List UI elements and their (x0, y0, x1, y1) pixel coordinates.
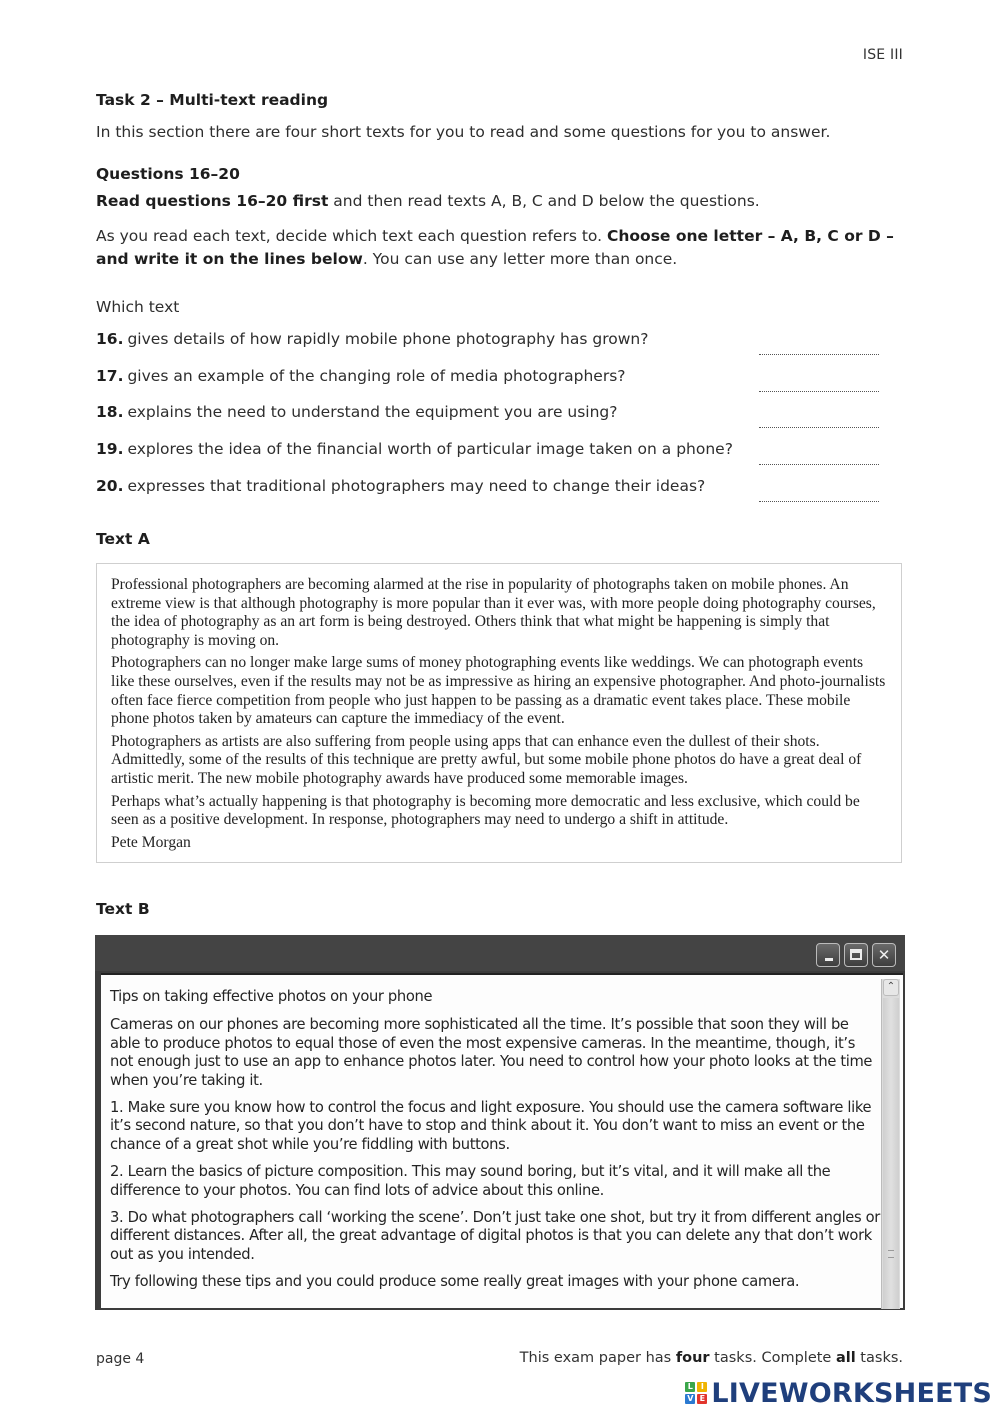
instruction-read-first (96, 192, 760, 210)
footer-note-four: four (675, 1350, 710, 1366)
question-16 (96, 330, 880, 354)
instruction-read-first-rest: and then read texts A, B, C and D below the questions. (328, 192, 760, 210)
logo-letter: I (697, 1382, 707, 1392)
text-b-tip-1: 1. Make sure you know how to control the focus and light exposure. You should use the camera software like it’s second nature, so that you don’t have to stop and think about it. You don’t want to miss an event or the chance of a great shot while you’re fiddling with buttons. (110, 1099, 872, 1153)
questions-heading: Questions 16–20 (96, 165, 240, 183)
text-b-window (95, 935, 905, 1310)
question-number: 16. (96, 330, 124, 348)
footer-note-mid: tasks. Complete (709, 1350, 836, 1366)
question-number: 17. (96, 367, 124, 385)
task-title: Task 2 – Multi-text reading (96, 91, 329, 109)
footer-note-start: This exam paper has (519, 1350, 676, 1366)
instruction-choose-start: As you read each text, decide which text each question refers to. (96, 227, 607, 245)
instruction-choose-letter (96, 225, 906, 271)
minimize-icon (825, 958, 833, 961)
text-b-title: Tips on taking effective photos on your phone (110, 988, 433, 1005)
instruction-read-first-bold: Read questions 16–20 first (96, 192, 329, 210)
logo-letter: V (687, 1394, 694, 1403)
logo-letter: L (685, 1382, 695, 1392)
answer-field-19[interactable] (759, 454, 879, 465)
task-intro: In this section there are four short texts for you to read and some questions for you to answer. (96, 123, 831, 141)
text-b-tip-2: 2. Learn the basics of picture composition. This may sound boring, but it’s vital, and it will make all the difference to your photos. You can find lots of advice about this online. (110, 1163, 831, 1199)
text-a-author: Pete Morgan (111, 833, 191, 851)
question-text: gives an example of the changing role of media photographers? (127, 367, 626, 385)
answer-field-17[interactable] (759, 381, 879, 392)
question-20 (96, 477, 880, 501)
logo-letter: E (697, 1394, 707, 1404)
footer-note (520, 1350, 903, 1366)
close-icon: ✕ (877, 946, 891, 964)
footer-note-all: all (835, 1350, 856, 1366)
maximize-button[interactable] (844, 943, 868, 967)
window-titlebar[interactable] (95, 935, 905, 971)
window-content-area (101, 973, 903, 1308)
text-b-closing: Try following these tips and you could produce some really great images with your phone camera. (110, 1273, 800, 1291)
text-a-paragraph: Professional photographers are becoming alarmed at the rise in popularity of photographs taken on mobile phones. An extreme view is that although photography is more popular than it ever was, with more people doing photography courses, the idea of photography as an art form is being destroyed. Others think that what might be happening is simply that photography is moving on. (111, 576, 876, 649)
live-logo-icon (685, 1382, 707, 1404)
exam-code: ISE III (862, 47, 903, 63)
question-number: 18. (96, 403, 124, 421)
text-a-paragraph: Photographers as artists are also suffering from people using apps that can enhance even the dullest of their shots. Admittedly, some of the results of this technique are pretty awful, but some mobile phone photos do have a great deal of artistic merit. The new mobile photography awards have produced some memorable images. (111, 732, 862, 787)
liveworksheets-brand[interactable] (685, 1376, 992, 1410)
vertical-scrollbar[interactable] (881, 979, 900, 1309)
text-b-paragraph: Cameras on our phones are becoming more sophisticated all the time. It’s possible that soon they will be able to produce photos to equal those of even the most expensive cameras. In the meantime, though, it’s not enough just to use an app to enhance photos later. You need to control how your photo looks at the time when you’re taking it. (110, 1016, 873, 1089)
question-text: gives details of how rapidly mobile phone photography has grown? (127, 330, 649, 348)
maximize-icon (850, 949, 862, 960)
instruction-choose-end: . You can use any letter more than once. (362, 250, 678, 268)
scroll-up-button[interactable] (883, 979, 899, 996)
text-a-box (96, 563, 902, 863)
question-number: 19. (96, 440, 124, 458)
text-a-paragraph: Photographers can no longer make large sums of money photographing events like weddings. We can photograph events like these ourselves, even if the results may not be as impressive as hiring an expensive photographer. And photo-journalists often face fierce competition from people who just happen to be passing as a dramatic event takes place. These mobile phone photos taken by amateurs can capture the immediacy of the event. (111, 654, 886, 728)
question-19 (96, 440, 880, 464)
answer-field-16[interactable] (759, 344, 879, 355)
question-text: explains the need to understand the equipment you are using? (127, 403, 618, 421)
grip-icon (888, 1250, 894, 1258)
text-b-label: Text B (96, 900, 150, 918)
question-18 (96, 403, 880, 427)
chevron-up-icon: ⌃ (886, 981, 896, 992)
text-a-paragraph: Perhaps what’s actually happening is that photography is becoming more democratic and less exclusive, which could be seen as a positive development. In response, photographers may need to undergo a shift in attitude. (111, 792, 860, 829)
answer-field-20[interactable] (759, 491, 879, 502)
question-number: 20. (96, 477, 124, 495)
text-a-label: Text A (96, 530, 150, 548)
footer-note-end: tasks. (855, 1350, 903, 1366)
text-b-content (110, 985, 880, 1301)
question-text: explores the idea of the financial worth of particular image taken on a phone? (127, 440, 733, 458)
minimize-button[interactable] (816, 943, 840, 967)
scroll-thumb[interactable] (883, 998, 899, 1309)
question-17 (96, 367, 880, 391)
answer-field-18[interactable] (759, 417, 879, 428)
question-text: expresses that traditional photographers may need to change their ideas? (127, 477, 706, 495)
which-text-lead: Which text (96, 298, 180, 316)
brand-name: LIVEWORKSHEETS (711, 1377, 992, 1409)
close-button[interactable] (872, 943, 896, 967)
text-b-tip-3: 3. Do what photographers call ‘working the scene’. Don’t just take one shot, but try it from different angles or different distances. After all, the great advantage of digital photos is that you can delete any that don’t work out as you intended. (110, 1209, 880, 1263)
page-number: page 4 (96, 1351, 145, 1367)
instruction-choose-bold: Choose one letter – A, B, C or D – and write it on the lines below (96, 227, 894, 268)
